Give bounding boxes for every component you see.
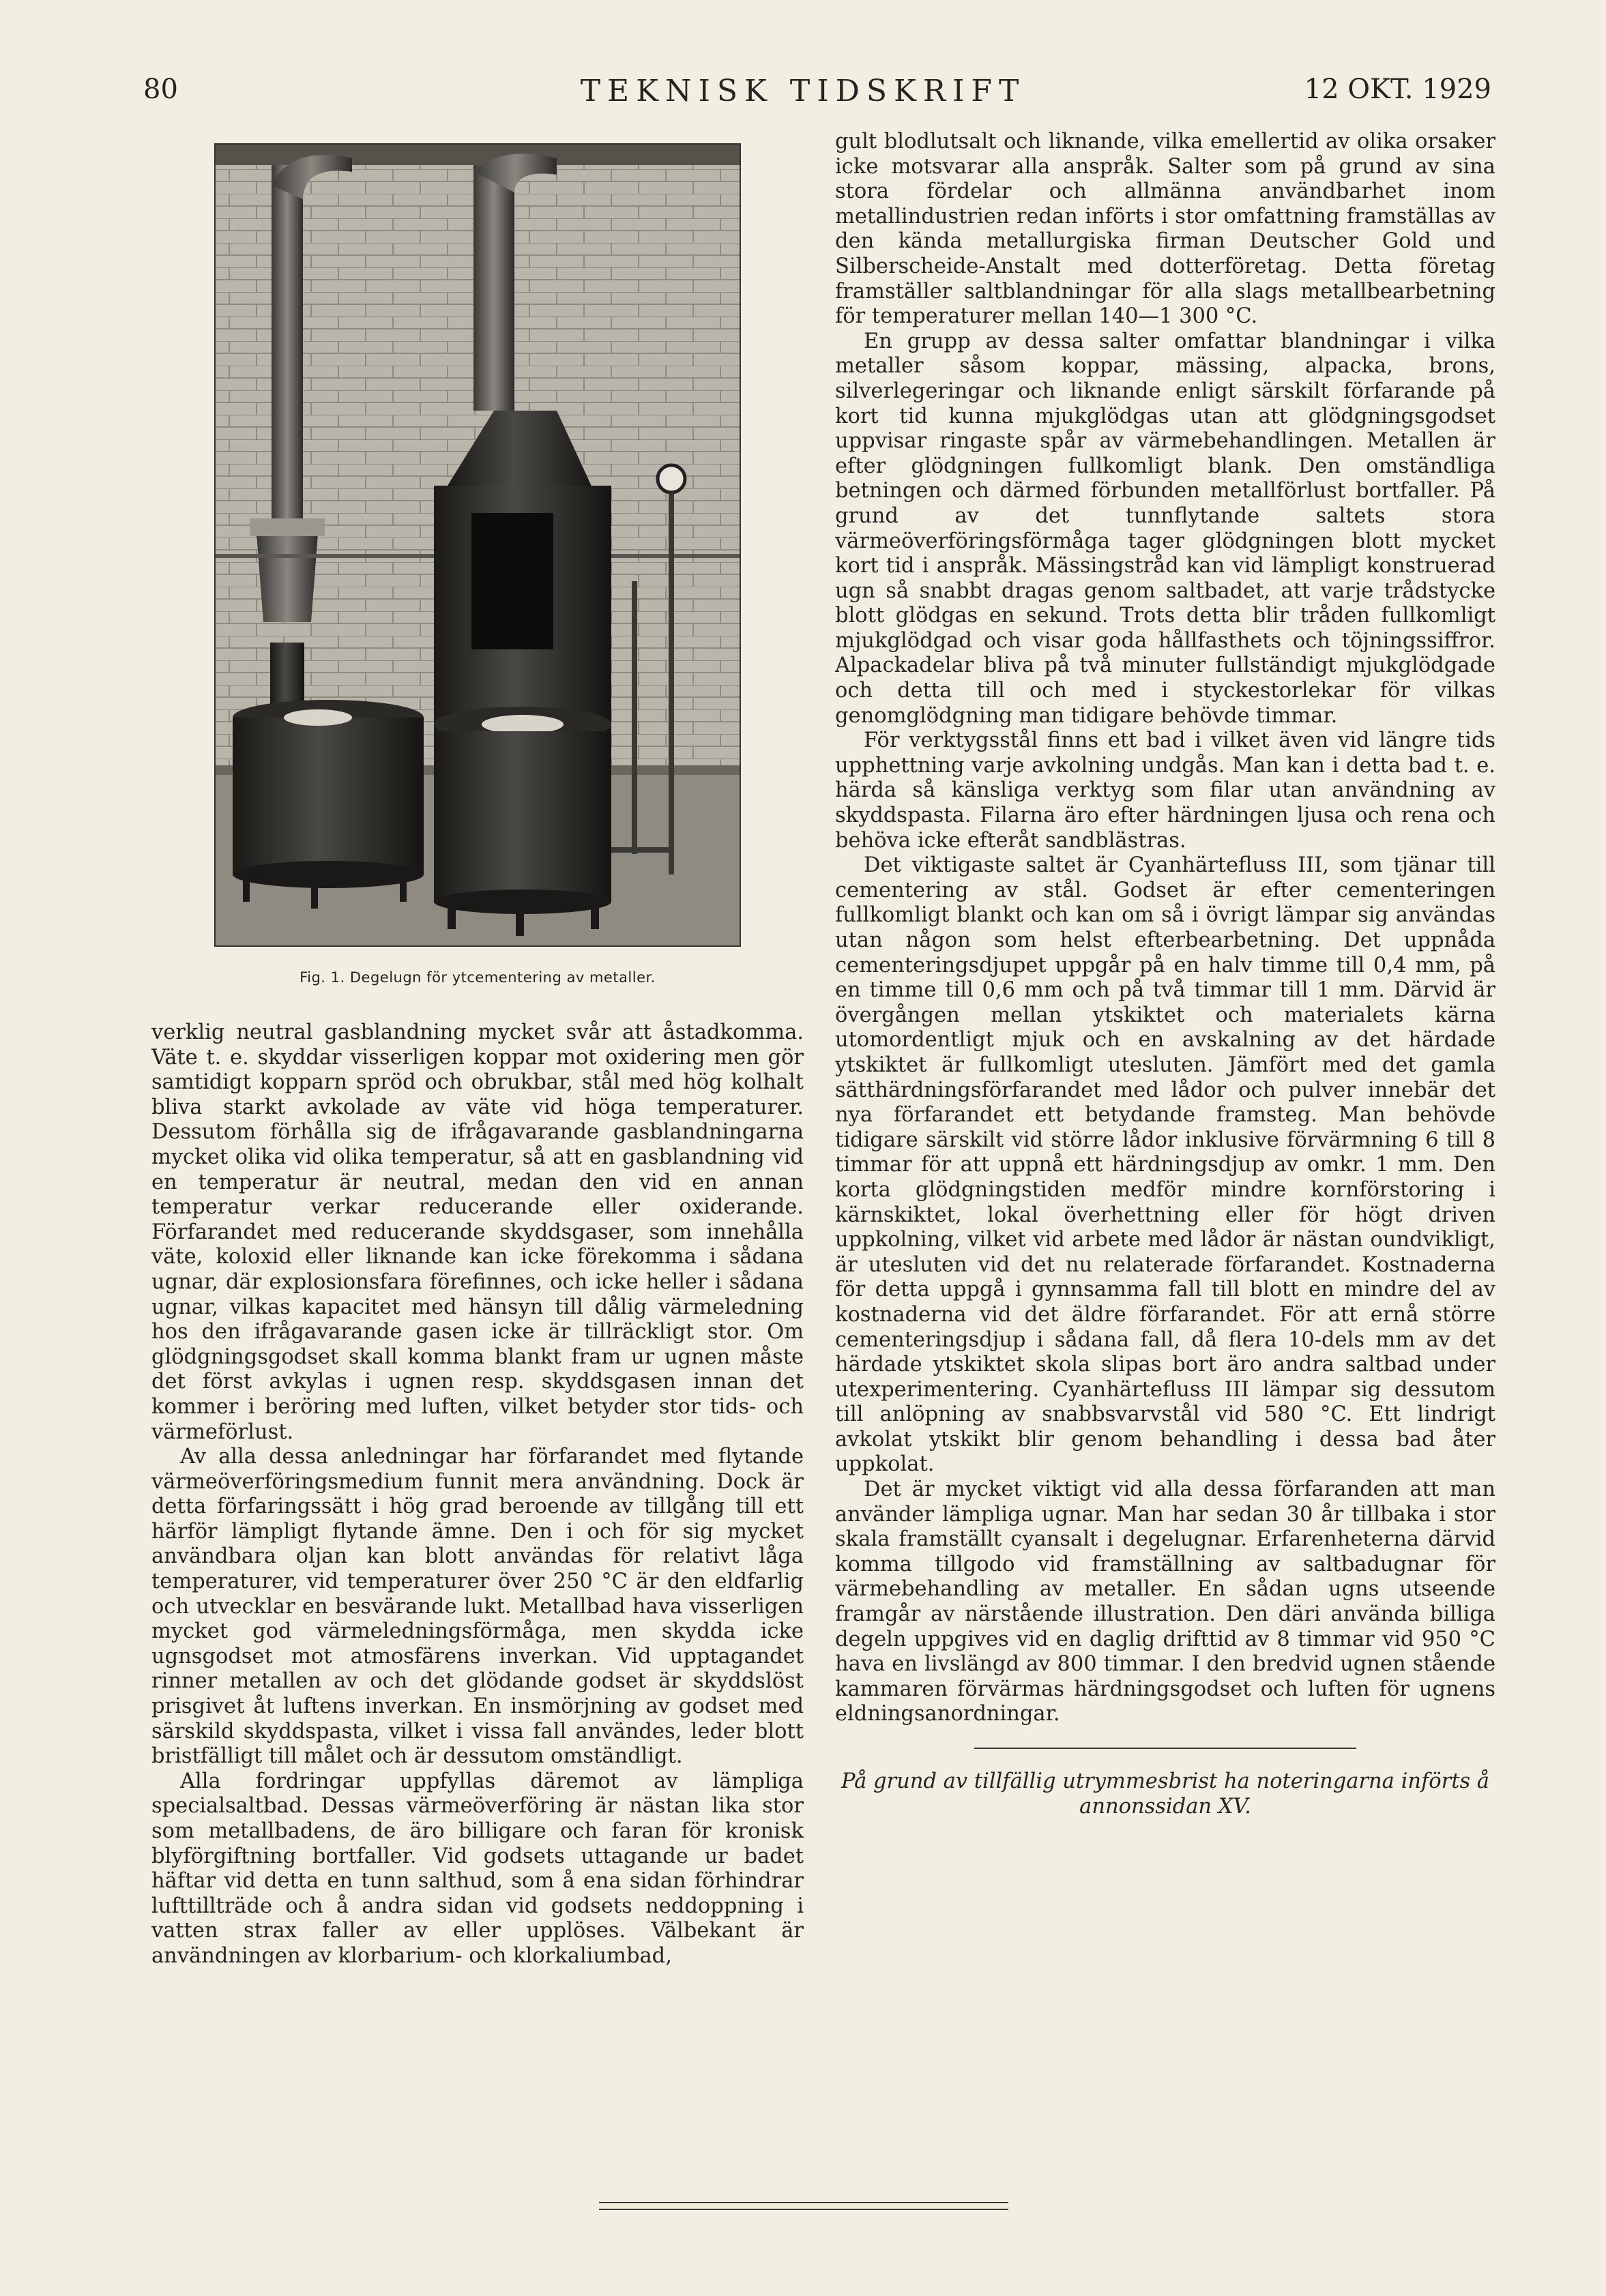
page-header xyxy=(0,74,1606,115)
paragraph: gult blodlutsalt och liknande, vilka emellertid av olika orsaker icke motsvarar alla anspråk. Salter som på grund av sina stora fördelar och allmänna användbarhet inom metallindustrien redan införts i stor omfattning framställas av den kända metallurgiska firman Deutscher Gold und Silberscheide-Anstalt med dotterföretag. Detta företag framställer saltblandningar för alla slags metallbearbetning för temperaturer mellan 140—1 300 °C. xyxy=(835,130,1495,329)
figure-caption: Fig. 1. Degelugn för ytcementering av metaller. xyxy=(300,969,656,986)
furnace-photo xyxy=(214,143,741,947)
page-number: 80 xyxy=(143,74,178,105)
paragraph: verklig neutral gasblandning mycket svår att åstadkomma. Väte t. e. skyddar visserligen koppar mot oxidering men gör samtidigt kopparn spröd och obrukbar, stål med hög kolhalt bliva starkt avkolade av väte vid höga temperaturer. Dessutom förhålla sig de ifrågavarande gasblandningarna mycket olika vid olika temperatur, så att en gasblandning vid en temperatur är neutral, medan den vid en annan temperatur verkar reducerande eller oxiderande. Förfarandet med reducerande skyddsgaser, som innehålla väte, koloxid eller liknande kan icke förekomma i sådana ugnar, där explosionsfara förefinnes, och icke heller i sådana ugnar, vilkas kapacitet med hänsyn till dålig värmeledning hos den ifrågavarande gasen icke är tillräckligt stor. Om glödgningsgodset skall komma blankt fram ur ugnen måste det först avkylas i ugnen resp. skyddsgasen innan det kommer i beröring med luften, vilket betyder stor tids- och värmeförlust. xyxy=(151,1020,804,1444)
paragraph: Alla fordringar uppfyllas däremot av lämpliga specialsaltbad. Dessas värmeöverföring är nästan lika stor som metallbadens, de äro billigare och faran för kronisk blyförgiftning bortfaller. Vid godsets uttagande ur badet häftar vid detta en tunn salthud, som å ena sidan förhindrar lufttillträde och å andra sidan vid godsets neddoppning i vatten strax faller av eller upplöses. Välbekant är användningen av klorbarium- och klorkaliumbad, xyxy=(151,1769,804,1968)
paragraph: Det är mycket viktigt vid alla dessa förfaranden att man använder lämpliga ugnar. Man har sedan 30 år tillbaka i stor skala framställt cyansalt i degelugnar. Erfarenheterna därvid komma tillgodo vid framställning av saltbadugnar för värmebehandling av metaller. En sådan ugns utseende framgår av närstående illustration. Den däri använda billiga degeln uppgives vid en daglig drifttid av 8 timmar vid 950 °C hava en livslängd av 800 timmar. I den bredvid ugnen stående kammaren förvärmas härdningsgodset och luften för ugnens eldningsanordningar. xyxy=(835,1477,1495,1726)
issue-date: 12 OKT. 1929 xyxy=(1304,74,1491,105)
editorial-note: På grund av tillfällig utrymmesbrist ha noteringarna införts å annonssidan XV. xyxy=(841,1769,1489,1819)
paragraph: En grupp av dessa salter omfattar blandningar i vilka metaller såsom koppar, mässing, alpacka, brons, silverlegeringar och liknande enligt särskilt förfarande på kort tid kunna mjukglödgas utan att glödgningsgodset uppvisar ringaste spår av värmebehandlingen. Metallen är efter glödgningen fullkomligt blank. Den omständliga betningen och därmed förbunden metallförlust bortfaller. På grund av det tunnflytande saltets stora värmeöverföringsförmåga tager glödgningen blott mycket kort tid i anspråk. Mässingstråd kan vid lämpligt konstruerad ugn så snabbt dragas genom saltbadet, att varje trådstycke blott glödgas en sekund. Trots detta blir tråden fullkomligt mjukglödgad och visar goda hållfasthets och töjningssiffror. Alpackadelar bliva på två minuter fullständigt mjukglödgade och detta till och med i styckestorlekar för vilkas genomglödgning man tidigare behövde timmar. xyxy=(835,329,1495,728)
paragraph: Av alla dessa anledningar har förfarandet med flytande värmeöverföringsmedium funnit mera användning. Dock är detta förfaringssätt i hög grad beroende av tillgång till ett härför lämpligt flytande ämne. Den i och för sig mycket användbara oljan kan blott användas för relativt låga temperaturer, vid temperaturer över 250 °C är den eldfarlig och utvecklar en besvärande lukt. Metallbad hava visserligen mycket god värmeledningsförmåga, men skydda icke ugnsgodset mot atmosfärens inverkan. Vid upptagandet rinner metallen av och det glödande godset är skyddslöst prisgivet åt luftens inverkan. En insmörjning av godset med särskild skyddspasta, vilket i vissa fall användes, leder blott bristfälligt till målet och är dessutom omständligt. xyxy=(151,1445,804,1769)
paragraph: För verktygsstål finns ett bad i vilket även vid längre tids upphettning varje avkolning undgås. Man kan i detta bad t. e. härda så känsliga verktyg som filar utan användning av skyddspasta. Filarna äro efter härdningen ljusa och rena och behöva icke efteråt sandblästras. xyxy=(835,728,1495,853)
right-column xyxy=(835,130,1495,1819)
section-divider xyxy=(974,1748,1356,1749)
footer-rule xyxy=(599,2202,1008,2210)
journal-title: TEKNISK TIDSKRIFT xyxy=(580,74,1026,108)
left-column-text xyxy=(151,1020,804,1969)
paragraph: Det viktigaste saltet är Cyanhärtefluss III, som tjänar till cementering av stål. Godset är efter cementeringen fullkomligt blankt och kan om så i övrigt lämpar sig användas utan någon som helst efterbearbetning. Det uppnåda cementeringsdjupet uppgår på en halv timme till 0,4 mm, på en timme till 0,6 mm och på två timmar till 1 mm. Därvid är övergången mellan ytskiktet och materialets kärna utomordentligt mjuk och en avskalning av det härdade ytskiktet är fullkomligt utesluten. Jämfört med det gamla sätthärdningsförfarandet med lådor och pulver innebär det nya förfarandet ett betydande framsteg. Man behövde tidigare särskilt vid större lådor inklusive förvärmning 6 till 8 timmar för att uppnå ett härdningsdjup av omkr. 1 mm. Den korta glödgningstiden medför mindre kornförstoring i kärnskiktet, lokal överhettning eller för högt driven uppkolning, vilket vid arbete med lådor är nästan oundvikligt, är utesluten vid det nu relaterade förfarandet. Kostnaderna för detta uppgå i gynnsamma fall till blott en mindre del av kostnaderna vid det äldre förfarandet. För att ernå större cementeringsdjup i sådana fall, då flera 10-dels mm av det härdade ytskiktet skola slipas bort äro andra saltbad under utexperimentering. Cyanhärtefluss III lämpar sig dessutom till anlöpning av snabbsvarvstål vid 580 °C. Ett lindrigt avkolat ytskikt blir genom behandling i dessa bad åter uppkolat. xyxy=(835,853,1495,1477)
